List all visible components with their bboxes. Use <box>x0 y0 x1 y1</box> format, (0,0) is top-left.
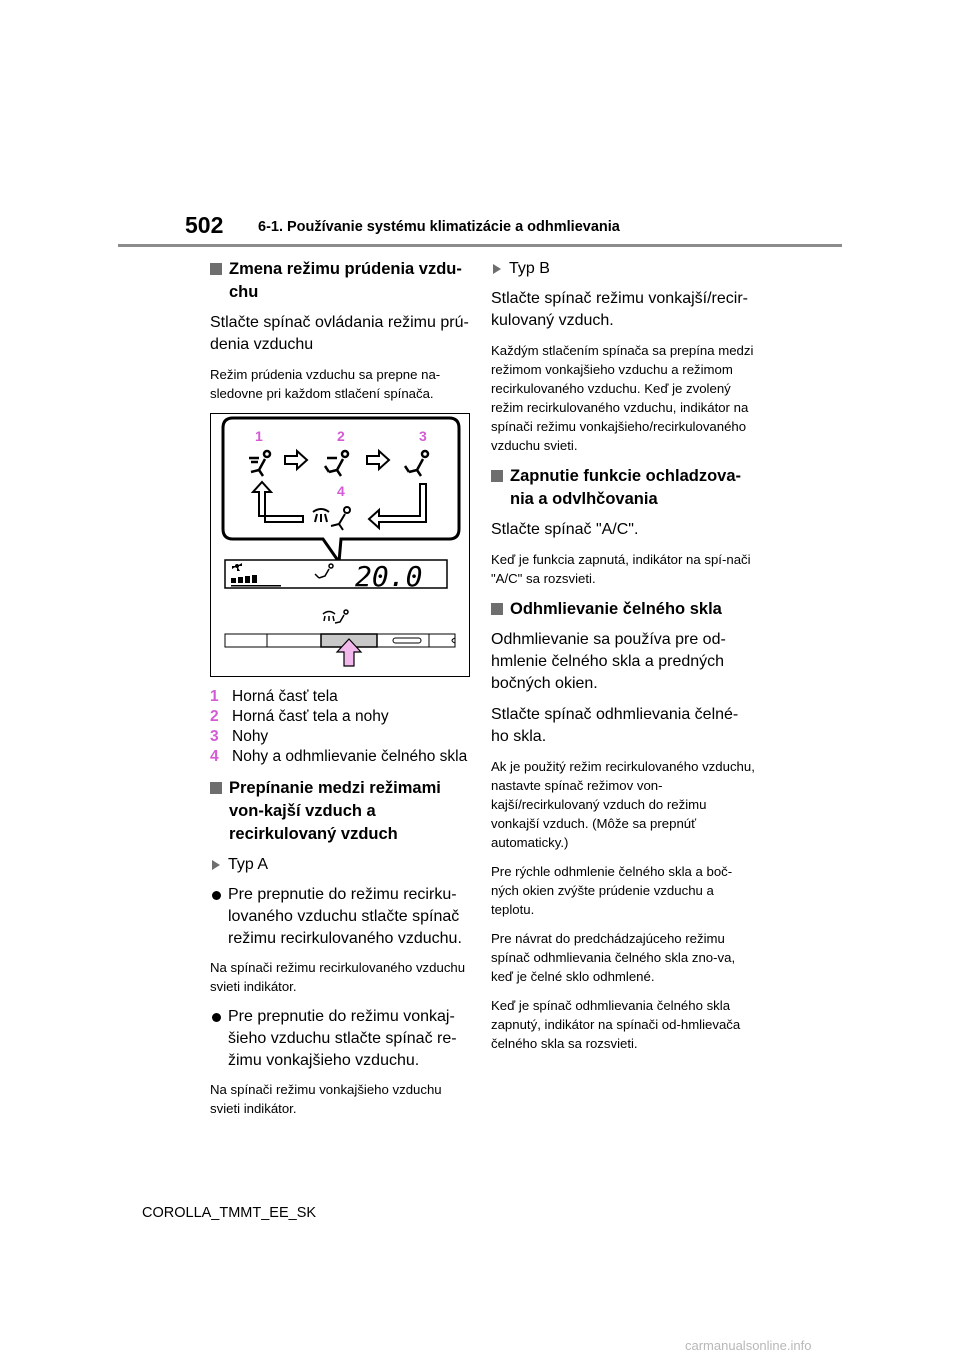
bullet-item: Pre prepnutie do režimu vonkaj-šieho vzduchu stlačte spínač re-žimu vonkajšieho vzduchu. <box>210 1006 472 1072</box>
note: Keď je funkcia zapnutá, indikátor na spí-nači "A/C" sa rozsvieti. <box>491 552 751 586</box>
heading-defrost: Odhmlievanie čelného skla <box>491 598 756 621</box>
square-bullet-icon <box>491 603 503 615</box>
heading-ac: Zapnutie funkcie ochladzova-nia a odvlhčovania <box>491 465 756 511</box>
mode-label-2: 2 <box>337 428 345 444</box>
watermark: carmanualsonline.info <box>685 1338 812 1353</box>
left-column <box>210 258 472 1128</box>
page-number: 502 <box>185 212 224 238</box>
triangle-bullet-icon <box>493 264 501 274</box>
airflow-mode-diagram <box>210 413 470 677</box>
legend-item-4: 4 Nohy a odhmlievanie čelného skla <box>210 748 468 765</box>
document-code: COROLLA_TMMT_EE_SK <box>142 1205 317 1221</box>
legend-item-3: 3 Nohy <box>210 728 269 745</box>
note: Pre rýchle odhmlenie čelného skla a boč-ných okien zvýšte prúdenie vzduchu a teplotu. <box>491 864 733 917</box>
airflow-diagram-svg <box>211 414 469 676</box>
note: Na spínači režimu vonkajšieho vzduchu svieti indikátor. <box>210 1082 442 1116</box>
heading-airflow-mode: Zmena režimu prúdenia vzdu-chu <box>210 258 472 304</box>
paragraph: Stlačte spínač ovládania režimu prú-denia vzduchu <box>210 314 469 353</box>
mode-label-1: 1 <box>255 428 263 444</box>
paragraph: Odhmlievanie sa používa pre od-hmlenie čelného skla a predných bočných okien. <box>491 631 726 692</box>
defrost-button-icon <box>323 610 348 623</box>
note: Každým stlačením spínača sa prepína medzi režimom vonkajšieho vzduchu a režimom recirkulovaného vzduchu. Keď je zvolený režim recirkulovaného vzduchu, indikátor na spínači režimu vonkajšieho/recirkulovaného vzduchu svieti. <box>491 343 754 453</box>
note: Režim prúdenia vzduchu sa prepne na-sledovne pri každom stlačení spínača. <box>210 367 441 401</box>
note: Keď je spínač odhmlievania čelného skla zapnutý, indikátor na spínači od-hmlievača čelného skla sa rozsvieti. <box>491 998 741 1051</box>
temperature-display: 20.0 <box>355 560 423 593</box>
type-a-label: Typ A <box>210 854 472 876</box>
legend-item-1: 1 Horná časť tela <box>210 688 338 705</box>
section-title: 6-1. Používanie systému klimatizácie a odhmlievania <box>258 219 620 235</box>
dot-bullet-icon <box>212 1013 221 1022</box>
square-bullet-icon <box>210 782 222 794</box>
mode-legend <box>210 687 472 767</box>
note: Ak je použitý režim recirkulovaného vzduchu, nastavte spínač režimov von-kajší/recirkulovaný vzduch do režimu vonkajší vzduch. (Môže sa prepnúť automaticky.) <box>491 759 755 850</box>
heading-recirculation: Prepínanie medzi režimami von-kajší vzduch a recirkulovaný vzduch <box>210 777 472 846</box>
right-column <box>491 258 756 1063</box>
legend-item-2: 2 Horná časť tela a nohy <box>210 708 389 725</box>
paragraph: Stlačte spínač režimu vonkajší/recir-kulovaný vzduch. <box>491 290 748 329</box>
paragraph: Stlačte spínač odhmlievania čelné-ho skla. <box>491 706 739 745</box>
square-bullet-icon <box>491 470 503 482</box>
paragraph: Stlačte spínač "A/C". <box>491 521 639 538</box>
note: Na spínači režimu recirkulovaného vzduchu svieti indikátor. <box>210 960 466 994</box>
square-bullet-icon <box>210 263 222 275</box>
note: Pre návrat do predchádzajúceho režimu spínač odhmlievania čelného skla zno-va, keď je čelné sklo odhmlené. <box>491 931 736 984</box>
dot-bullet-icon <box>212 891 221 900</box>
mode-label-4: 4 <box>337 483 345 499</box>
bullet-item: Pre prepnutie do režimu recirku-lovaného vzduchu stlačte spínač režimu recirkulovaného vzduchu. <box>210 884 472 950</box>
type-b-label: Typ B <box>491 258 756 280</box>
header-rule <box>118 244 842 247</box>
mode-label-3: 3 <box>419 428 427 444</box>
triangle-bullet-icon <box>212 860 220 870</box>
